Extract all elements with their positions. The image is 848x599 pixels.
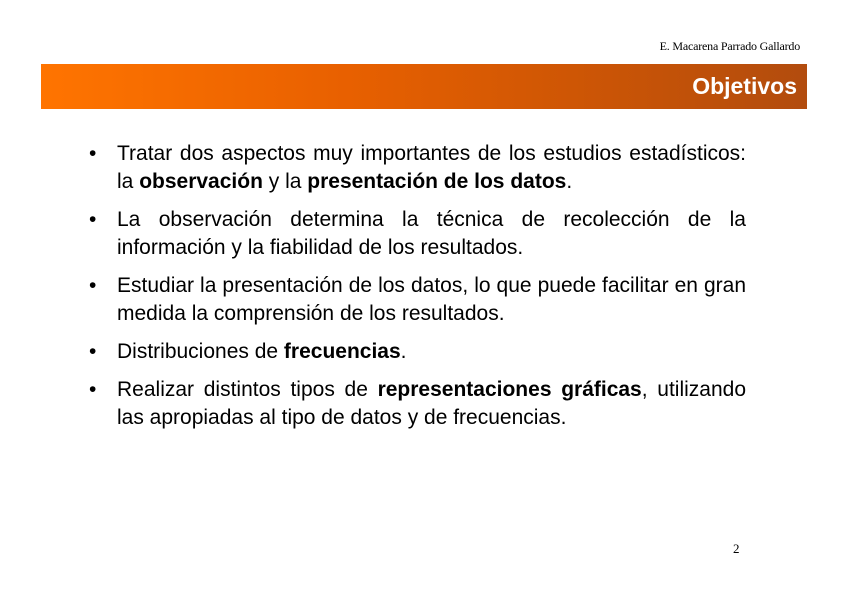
slide-title: Objetivos — [692, 73, 797, 99]
bullet-item — [86, 272, 746, 328]
title-bar — [41, 64, 807, 109]
bullet-item — [86, 338, 746, 366]
bullet-item — [86, 206, 746, 262]
bullet-text: . — [400, 340, 407, 363]
author-name: E. Macarena Parrado Gallardo — [659, 39, 800, 53]
bullet-dot-icon: • — [89, 208, 97, 231]
bullet-text: Realizar distintos tipos de — [117, 378, 378, 401]
bullet-text: y la — [262, 170, 308, 193]
page-number: 2 — [733, 541, 740, 556]
bullet-dot-icon: • — [89, 340, 97, 363]
bullet-text: , utilizando las apropiadas al tipo de datos y de frecuencias. — [117, 378, 747, 429]
bullet-text: Estudiar la presentación de los datos, lo que puede facilitar en gran medida la comprensión de los resultados. — [117, 274, 746, 325]
objectives-list — [86, 140, 746, 442]
bullet-item — [86, 140, 746, 196]
bullet-text: Distribuciones de — [117, 340, 284, 363]
bullet-emphasis: observación — [139, 170, 263, 193]
bullet-dot-icon: • — [89, 142, 97, 165]
bullet-emphasis: representaciones gráficas — [377, 378, 642, 401]
bullet-text: Tratar dos aspectos muy importantes de los estudios estadísticos: la — [117, 142, 746, 193]
bullet-dot-icon: • — [89, 274, 97, 297]
bullet-item — [86, 376, 746, 432]
bullet-dot-icon: • — [89, 378, 97, 401]
bullet-text: . — [566, 170, 573, 193]
bullet-emphasis: frecuencias — [283, 340, 401, 363]
bullet-text: La observación determina la técnica de recolección de la información y la fiabilidad de los resultados. — [117, 208, 746, 259]
bullet-emphasis: presentación de los datos — [307, 170, 567, 193]
